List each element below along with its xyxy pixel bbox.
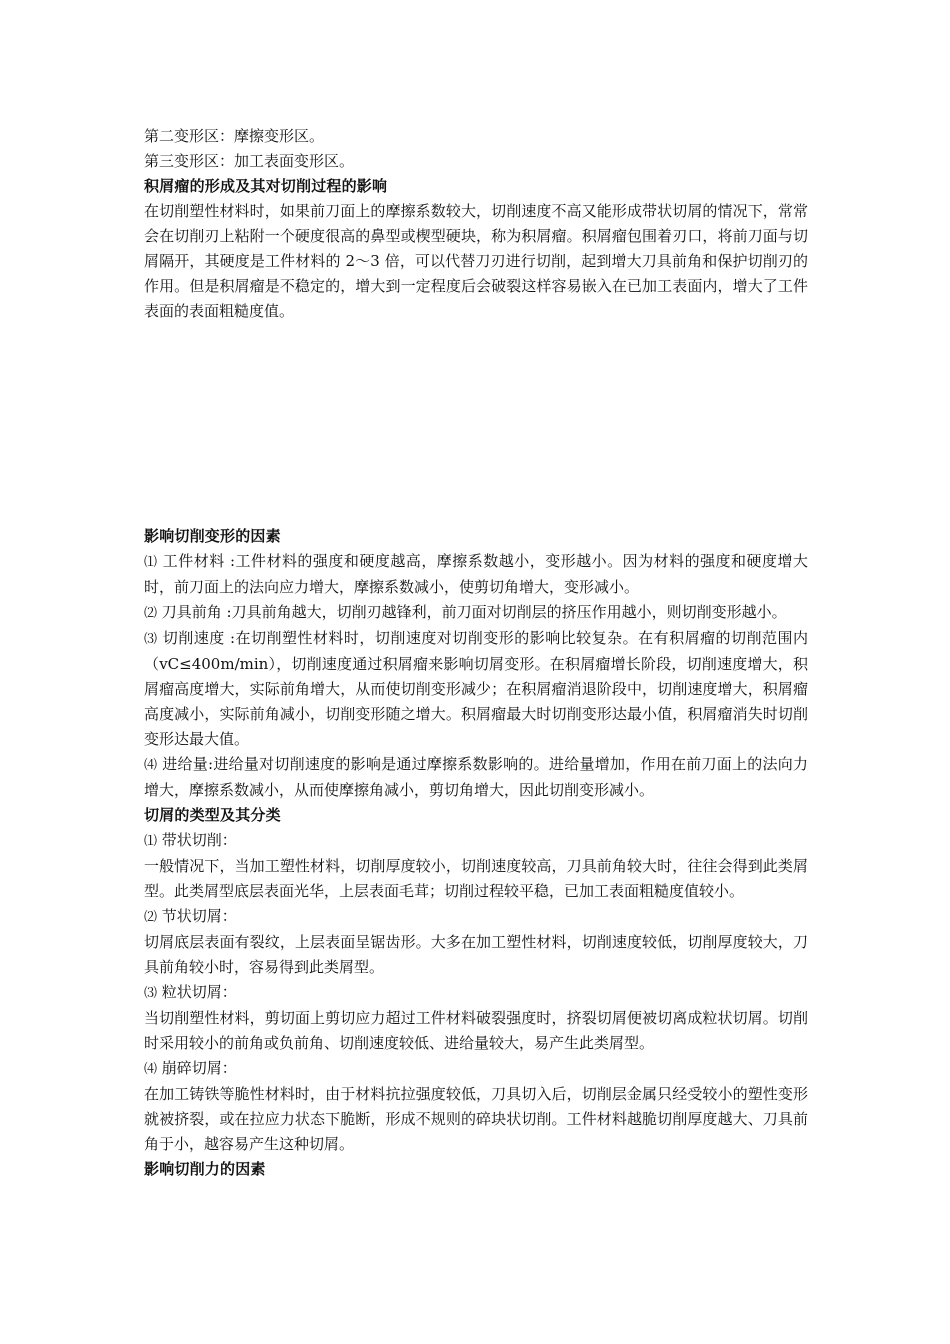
item-text: 切削速度 :在切削塑性材料时，切削速度对切削变形的影响比较复杂。在有积屑瘤的切削范围内（vC≤400m/min），切削速度通过积屑瘤来影响切屑变形。在积屑瘤增长阶段，切削速度增大，积屑瘤高度增大，实际前角增大，从而使切削变形减少；在积屑瘤消退阶段中，切削速度增大，积屑瘤高度减小，实际前角减小，切削变形随之增大。积屑瘤最大时切削变形达最小值，积屑瘤消失时切削变形达最大值。	[144, 629, 808, 748]
section-heading: 影响切削力的因素	[144, 1160, 266, 1178]
list-item	[144, 600, 808, 626]
chip-type-desc: 一般情况下，当加工塑性材料，切削厚度较小，切削速度较高，刀具前角较大时，往往会得到此类屑型。此类屑型底层表面光华，上层表面毛茸；切削过程较平稳，已加工表面粗糙度值较小。	[144, 857, 808, 900]
list-item	[144, 752, 808, 803]
list-item	[144, 549, 808, 600]
chip-type-title	[144, 1056, 808, 1082]
section-heading: 积屑瘤的形成及其对切削过程的影响	[144, 177, 388, 195]
chip-type-desc: 切屑底层表面有裂纹，上层表面呈锯齿形。大多在加工塑性材料，切削速度较低，切削厚度较大，刀具前角较小时，容易得到此类屑型。	[144, 933, 808, 976]
text-line: 第三变形区：加工表面变形区。	[144, 152, 355, 170]
chip-type-title	[144, 828, 808, 854]
item-title: 带状切削：	[157, 831, 237, 849]
chip-type-title	[144, 980, 808, 1006]
item-marker: ⑴	[144, 834, 158, 849]
section-deformation-zones	[144, 124, 808, 324]
item-marker: ⑷	[144, 1062, 158, 1077]
item-marker: ⑴	[144, 555, 158, 570]
item-text: 工件材料 :工件材料的强度和硬度越高，摩擦系数越小，变形越小。因为材料的强度和硬度增大时，前刀面上的法向应力增大，摩擦系数减小，使剪切角增大，变形减小。	[144, 552, 808, 596]
item-marker: ⑵	[144, 606, 158, 621]
section-cutting-deformation-factors	[144, 524, 808, 1182]
text-line: 第二变形区：摩擦变形区。	[144, 127, 325, 145]
item-text: 进给量:进给量对切削速度的影响是通过摩擦系数影响的。进给量增加，作用在前刀面上的法向力增大，摩擦系数减小，从而使摩擦角减小，剪切角增大，因此切削变形减小。	[144, 755, 808, 799]
list-item	[144, 626, 808, 752]
chip-type-desc: 在加工铸铁等脆性材料时，由于材料抗拉强度较低，刀具切入后，切削层金属只经受较小的塑性变形就被挤裂，或在拉应力状态下脆断，形成不规则的碎块状切削。工件材料越脆切削厚度越大、刀具前角于小，越容易产生这种切屑。	[144, 1085, 808, 1153]
item-marker: ⑵	[144, 910, 158, 925]
section-heading: 切屑的类型及其分类	[144, 806, 281, 824]
item-title: 粒状切屑：	[157, 983, 237, 1001]
item-text: 刀具前角 :刀具前角越大，切削刃越锋利，前刀面对切削层的挤压作用越小，则切削变形越小。	[157, 603, 787, 621]
chip-type-desc: 当切削塑性材料，剪切面上剪切应力超过工件材料破裂强度时，挤裂切屑便被切离成粒状切屑。切削时采用较小的前角或负前角、切削速度较低、进给量较大，易产生此类屑型。	[144, 1009, 808, 1052]
item-marker: ⑶	[144, 986, 158, 1001]
item-title: 崩碎切屑：	[157, 1059, 237, 1077]
item-marker: ⑶	[144, 632, 158, 647]
section-heading: 影响切削变形的因素	[144, 527, 281, 545]
paragraph: 在切削塑性材料时，如果前刀面上的摩擦系数较大，切削速度不高又能形成带状切屑的情况下，常常会在切削刃上粘附一个硬度很高的鼻型或楔型硬块，称为积屑瘤。积屑瘤包围着刃口，将前刀面与切屑隔开，其硬度是工件材料的 2～3 倍，可以代替刀刃进行切削，起到增大刀具前角和保护切削刃的作用。但是积屑瘤是不稳定的，增大到一定程度后会破裂这样容易嵌入在已加工表面内，增大了工件表面的表面粗糙度值。	[144, 202, 808, 320]
chip-type-title	[144, 904, 808, 930]
item-marker: ⑷	[144, 758, 158, 773]
item-title: 节状切屑：	[157, 907, 237, 925]
